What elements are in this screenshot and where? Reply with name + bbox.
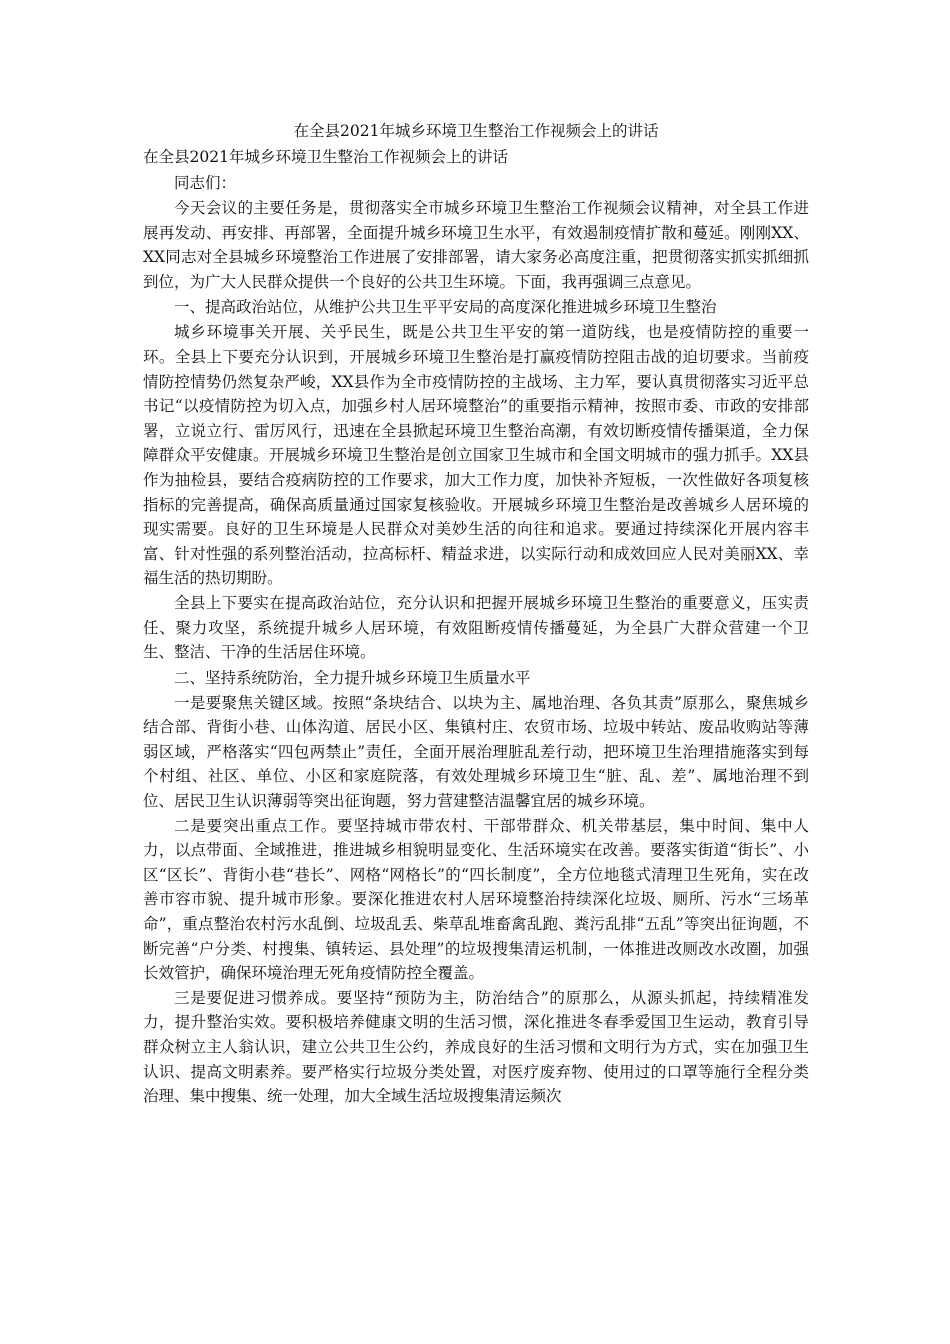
document-title: 在全县2021年城乡环境卫生整治工作视频会上的讲话	[293, 122, 659, 140]
section-1-paragraph-2: 全县上下要实在提高政治站位，充分认识和把握开展城乡环境卫生整治的重要意义，压实责任、聚力攻坚，系统提升城乡人居环境，有效阻断疫情传播蔓延，为全县广大群众营建一个卫生、整洁、干净的生活居住环境。	[143, 593, 809, 662]
salutation: 同志们：	[174, 174, 237, 192]
section-2-paragraph-2: 二是要突出重点工作。要坚持城市带农村、干部带群众、机关带基层，集中时间、集中人力，以点带面、全域推进，推进城乡相貌明显变化、生活环境实在改善。要落实街道“街长”、小区“区长”、背街小巷“巷长”、网格“网格长”的“四长制度”，全方位地毯式清理卫生死角，实在改善市容市貌、提升城市形象。要深化推进农村人居环境整治持续深化垃圾、厕所、污水“三场革命”，重点整治农村污水乱倒、垃圾乱丢、柴草乱堆畜禽乱跑、粪污乱排“五乱”等突出征询题，不断完善“户分类、村搜集、镇转运、县处理”的垃圾搜集清运机制，一体推进改厕改水改圈，加强长效管护，确保环境治理无死角疫情防控全覆盖。	[143, 816, 809, 983]
section-1-paragraph-1: 城乡环境事关开展、关乎民生，既是公共卫生平安的第一道防线，也是疫情防控的重要一环。全县上下要充分认识到，开展城乡环境卫生整治是打赢疫情防控阻击战的迫切要求。当前疫情防控情势仍然复杂严峻，XX县作为全市疫情防控的主战场、主力军，要认真贯彻落实习近平总书记“以疫情防控为切入点，加强乡村人居环境整治”的重要指示精神，按照市委、市政的安排部署，立说立行、雷厉风行，迅速在全县掀起环境卫生整治高潮，有效切断疫情传播渠道，全力保障群众平安健康。开展城乡环境卫生整治是创立国家卫生城市和全国文明城市的强力抓手。XX县作为抽检县，要结合疫病防控的工作要求，加大工作力度，加快补齐短板，一次性做好各项复核指标的完善提高，确保高质量通过国家复核验收。开展城乡环境卫生整治是改善城乡人居环境的现实需要。良好的卫生环境是人民群众对美妙生活的向往和追求。要通过持续深化开展内容丰富、针对性强的系列整治活动，拉高标杆、精益求进，以实际行动和成效回应人民对美丽XX、幸福生活的热切期盼。	[143, 323, 809, 588]
section-2-heading: 二、坚持系统防治，全力提升城乡环境卫生质量水平	[174, 668, 531, 687]
document-page	[143, 118, 809, 1109]
intro-paragraph: 今天会议的主要任务是，贯彻落实全市城乡环境卫生整治工作视频会议精神，对全县工作进展再发动、再安排、再部署，全面提升城乡环境卫生水平，有效遏制疫情扩散和蔓延。刚刚XX、XX同志对全县城乡环境整治工作进展了安排部署，请大家务必高度注重，把贯彻落实抓实抓细抓到位，为广大人民群众提供一个良好的公共卫生环境。下面，我再强调三点意见。	[143, 199, 809, 291]
section-1-heading: 一、提高政治站位，从维护公共卫生平平安局的高度深化推进城乡环境卫生整治	[174, 298, 717, 317]
document-subtitle: 在全县2021年城乡环境卫生整治工作视频会上的讲话	[143, 148, 508, 166]
section-2-paragraph-1: 一是要聚焦关键区域。按照“条块结合、以块为主、属地治理、各负其责”原那么，聚焦城乡结合部、背街小巷、山体沟道、居民小区、集镇村庄、农贸市场、垃圾中转站、废品收购站等薄弱区域，严格落实“四包两禁止”责任，全面开展治理脏乱差行动，把环境卫生治理措施落实到每个村组、社区、单位、小区和家庭院落，有效处理城乡环境卫生“脏、乱、差”、属地治理不到位、居民卫生认识薄弱等突出征询题，努力营建整洁温馨宜居的城乡环境。	[143, 693, 809, 811]
section-2-paragraph-3: 三是要促进习惯养成。要坚持“预防为主，防治结合”的原那么，从源头抓起，持续精准发力，提升整治实效。要积极培养健康文明的生活习惯，深化推进冬春季爱国卫生运动，教育引导群众树立主人翁认识，建立公共卫生公约，养成良好的生活习惯和文明行为方式，实在加强卫生认识、提高文明素养。要严格实行垃圾分类处置，对医疗废弃物、使用过的口罩等施行全程分类治理、集中搜集、统一处理，加大全域生活垃圾搜集清运频次	[143, 988, 809, 1106]
